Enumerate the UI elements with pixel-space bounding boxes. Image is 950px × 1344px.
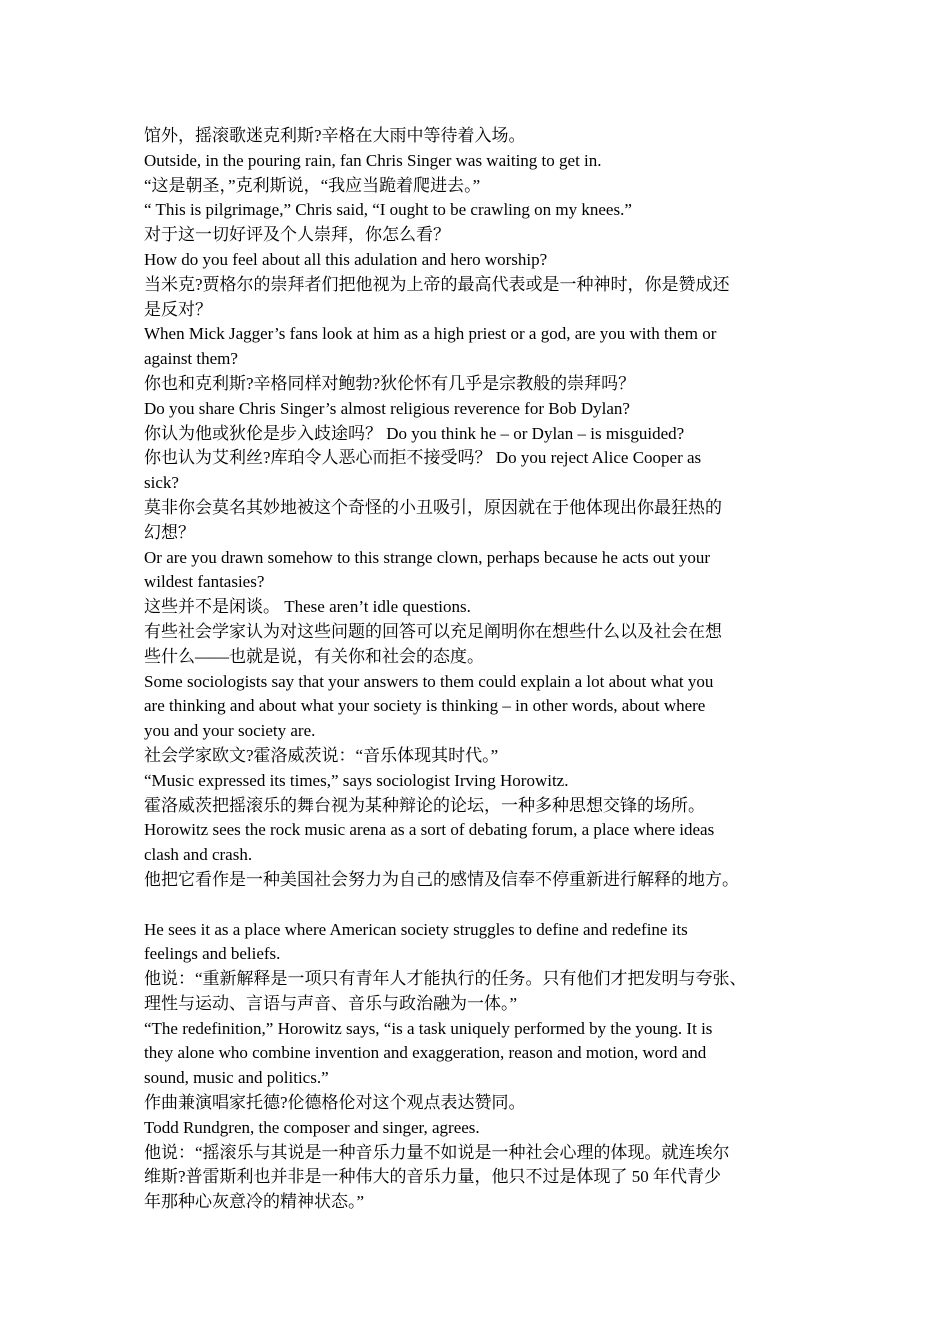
text-line: When Mick Jagger’s fans look at him as a high priest or a god, are you with them or xyxy=(144,324,717,344)
text-line: 他说：“摇滚乐与其说是一种音乐力量不如说是一种社会心理的体现。就连埃尔 xyxy=(144,1142,730,1162)
text-line: 些什么——也就是说，有关你和社会的态度。 xyxy=(144,646,484,666)
text-line: 有些社会学家认为对这些问题的回答可以充足阐明你在想些什么以及社会在想 xyxy=(144,621,722,641)
text-line: Horowitz sees the rock music arena as a sort of debating forum, a place where ideas xyxy=(144,820,715,840)
text-line: Or are you drawn somehow to this strange clown, perhaps because he acts out your xyxy=(144,547,711,567)
text-line: wildest fantasies? xyxy=(144,572,265,592)
text-line: against them? xyxy=(144,349,238,369)
text-line: Do you share Chris Singer’s almost religious reverence for Bob Dylan? xyxy=(144,398,630,418)
text-line: sick? xyxy=(144,473,179,493)
text-line: 年那种心灰意冷的精神状态。” xyxy=(144,1192,365,1212)
text-line: 对于这一切好评及个人崇拜，你怎么看？ xyxy=(144,225,450,245)
text-line: 馆外，摇滚歌迷克利斯?辛格在大雨中等待着入场。 xyxy=(144,126,526,145)
text-line: 你也和克利斯?辛格同样对鲍勃?狄伦怀有几乎是宗教般的崇拜吗？ xyxy=(144,373,636,393)
text-line: clash and crash. xyxy=(144,845,253,865)
text-line: they alone who combine invention and exaggeration, reason and motion, word and xyxy=(144,1043,707,1063)
text-line: are thinking and about what your society is thinking – in other words, about where xyxy=(144,696,706,716)
text-line: feelings and beliefs. xyxy=(144,944,281,964)
text-line: Some sociologists say that your answers to them could explain a lot about what you xyxy=(144,671,714,691)
blank-line xyxy=(144,893,824,918)
text-line: 霍洛威茨把摇滚乐的舞台视为某种辩论的论坛，一种多种思想交锋的场所。 xyxy=(144,795,705,815)
text-line: 幻想？ xyxy=(144,522,195,542)
text-line: 当米克?贾格尔的崇拜者们把他视为上帝的最高代表或是一种神时，你是赞成还 xyxy=(144,274,730,294)
text-line: 这些并不是闲谈。 These aren’t idle questions. xyxy=(144,597,471,617)
text-line: He sees it as a place where American society struggles to define and redefine its xyxy=(144,919,688,939)
text-line: “这是朝圣，”克利斯说，“我应当跪着爬进去。” xyxy=(144,175,481,195)
text-line: 他把它看作是一种美国社会努力为自己的感情及信奉不停重新进行解释的地方。 xyxy=(144,869,739,889)
text-line: 社会学家欧文?霍洛威茨说：“音乐体现其时代。” xyxy=(144,745,499,765)
document-body xyxy=(144,124,824,1215)
text-line: sound, music and politics.” xyxy=(144,1068,329,1088)
text-line: Todd Rundgren, the composer and singer, agrees. xyxy=(144,1117,480,1137)
text-line: 作曲兼演唱家托德?伦德格伦对这个观点表达赞同。 xyxy=(144,1093,526,1113)
text-line: 莫非你会莫名其妙地被这个奇怪的小丑吸引，原因就在于他体现出你最狂热的 xyxy=(144,497,722,517)
text-line: Outside, in the pouring rain, fan Chris Singer was waiting to get in. xyxy=(144,150,602,170)
text-line: “The redefinition,” Horowitz says, “is a task uniquely performed by the young. It is xyxy=(144,1018,713,1038)
text-line: 他说：“重新解释是一项只有青年人才能执行的任务。只有他们才把发明与夸张、 xyxy=(144,969,747,989)
text-line: “ This is pilgrimage,” Chris said, “I ought to be crawling on my knees.” xyxy=(144,200,632,220)
text-line: How do you feel about all this adulation and hero worship? xyxy=(144,249,548,269)
text-line: 维斯?普雷斯利也并非是一种伟大的音乐力量，他只不过是体现了 50 年代青少 xyxy=(144,1167,722,1187)
text-line: 是反对？ xyxy=(144,299,212,319)
text-line: 你也认为艾利丝?库珀令人恶心而拒不接受吗？ Do you reject Alice Cooper as xyxy=(144,448,702,468)
text-line: 理性与运动、言语与声音、音乐与政治融为一体。” xyxy=(144,993,518,1013)
text-line: 你认为他或狄伦是步入歧途吗？ Do you think he – or Dylan – is misguided? xyxy=(144,423,685,443)
text-line: “Music expressed its times,” says sociologist Irving Horowitz. xyxy=(144,770,569,790)
text-line: you and your society are. xyxy=(144,721,316,741)
